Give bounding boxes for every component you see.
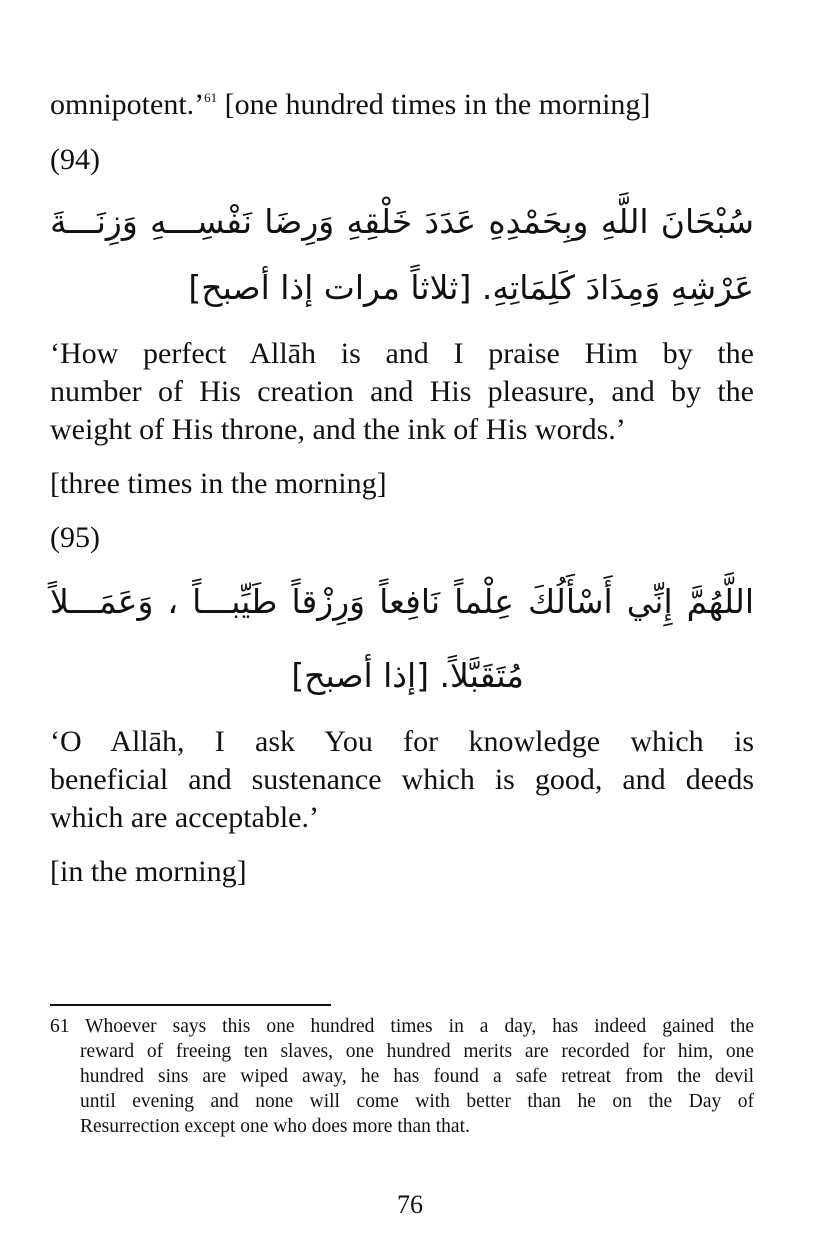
translation-94-line-3: weight of His throne, and the ink of His words.’ xyxy=(50,413,626,446)
translation-95-line-1: ‘O Allāh, I ask You for knowledge which is xyxy=(50,725,754,758)
arabic-94-line-2: عَرْشِهِ وَمِدَادَ كَلِمَاتِهِ. [ثلاثاً مرات إذا أصبح] xyxy=(188,268,754,307)
translation-94-line-2: number of His creation and His pleasure, and by the xyxy=(50,375,754,408)
translation-95-line-2: beneficial and sustenance which is good, and deeds xyxy=(50,763,754,796)
footnote-reference: 61 xyxy=(204,90,218,105)
translation-95 xyxy=(50,723,754,837)
page-number: 76 xyxy=(397,1190,423,1219)
footnote-line-1: 61 Whoever says this one hundred times in a day, has indeed gained the xyxy=(50,1016,754,1037)
footnote-line-4: until evening and none will come with better than he on the Day of xyxy=(80,1091,754,1112)
continuation-line xyxy=(50,86,754,124)
footnote-line-3: hundred sins are wiped away, he has found a safe retreat from the devil xyxy=(80,1066,754,1087)
continuation-text: omnipotent.’ xyxy=(50,88,205,121)
entry-number-95: (95) xyxy=(50,521,100,554)
arabic-94-line-1: سُبْحَانَ اللَّهِ وبِحَمْدِهِ عَدَدَ خَلْقِهِ وَرِضَا نَفْسِـــهِ وَزِنَـــةَ xyxy=(50,202,754,241)
translation-94-line-1: ‘How perfect Allāh is and I praise Him by the xyxy=(50,337,754,370)
translation-95-line-3: which are acceptable.’ xyxy=(50,801,319,834)
footnote-line-2: reward of freeing ten slaves, one hundred merits are recorded for him, one xyxy=(80,1041,754,1062)
footnote-divider xyxy=(50,1004,331,1006)
note-94: [three times in the morning] xyxy=(50,467,387,500)
continuation-note: [one hundred times in the morning] xyxy=(217,88,651,121)
footnote-line-5: Resurrection except one who does more than that. xyxy=(80,1116,470,1137)
entry-number-94: (94) xyxy=(50,143,100,176)
page-body xyxy=(50,86,754,891)
footnote xyxy=(50,1014,754,1139)
note-95: [in the morning] xyxy=(50,855,247,888)
arabic-95-line-1: اللَّهُمَّ إِنِّي أَسْأَلُكَ عِلْماً نَافِعاً وَرِزْقاً طَيِّبـــاً ، وَعَمَـــلاً xyxy=(50,582,754,621)
translation-94 xyxy=(50,335,754,449)
arabic-95-line-2: مُتَقَبَّلاً. [إذا أصبح] xyxy=(291,656,524,695)
